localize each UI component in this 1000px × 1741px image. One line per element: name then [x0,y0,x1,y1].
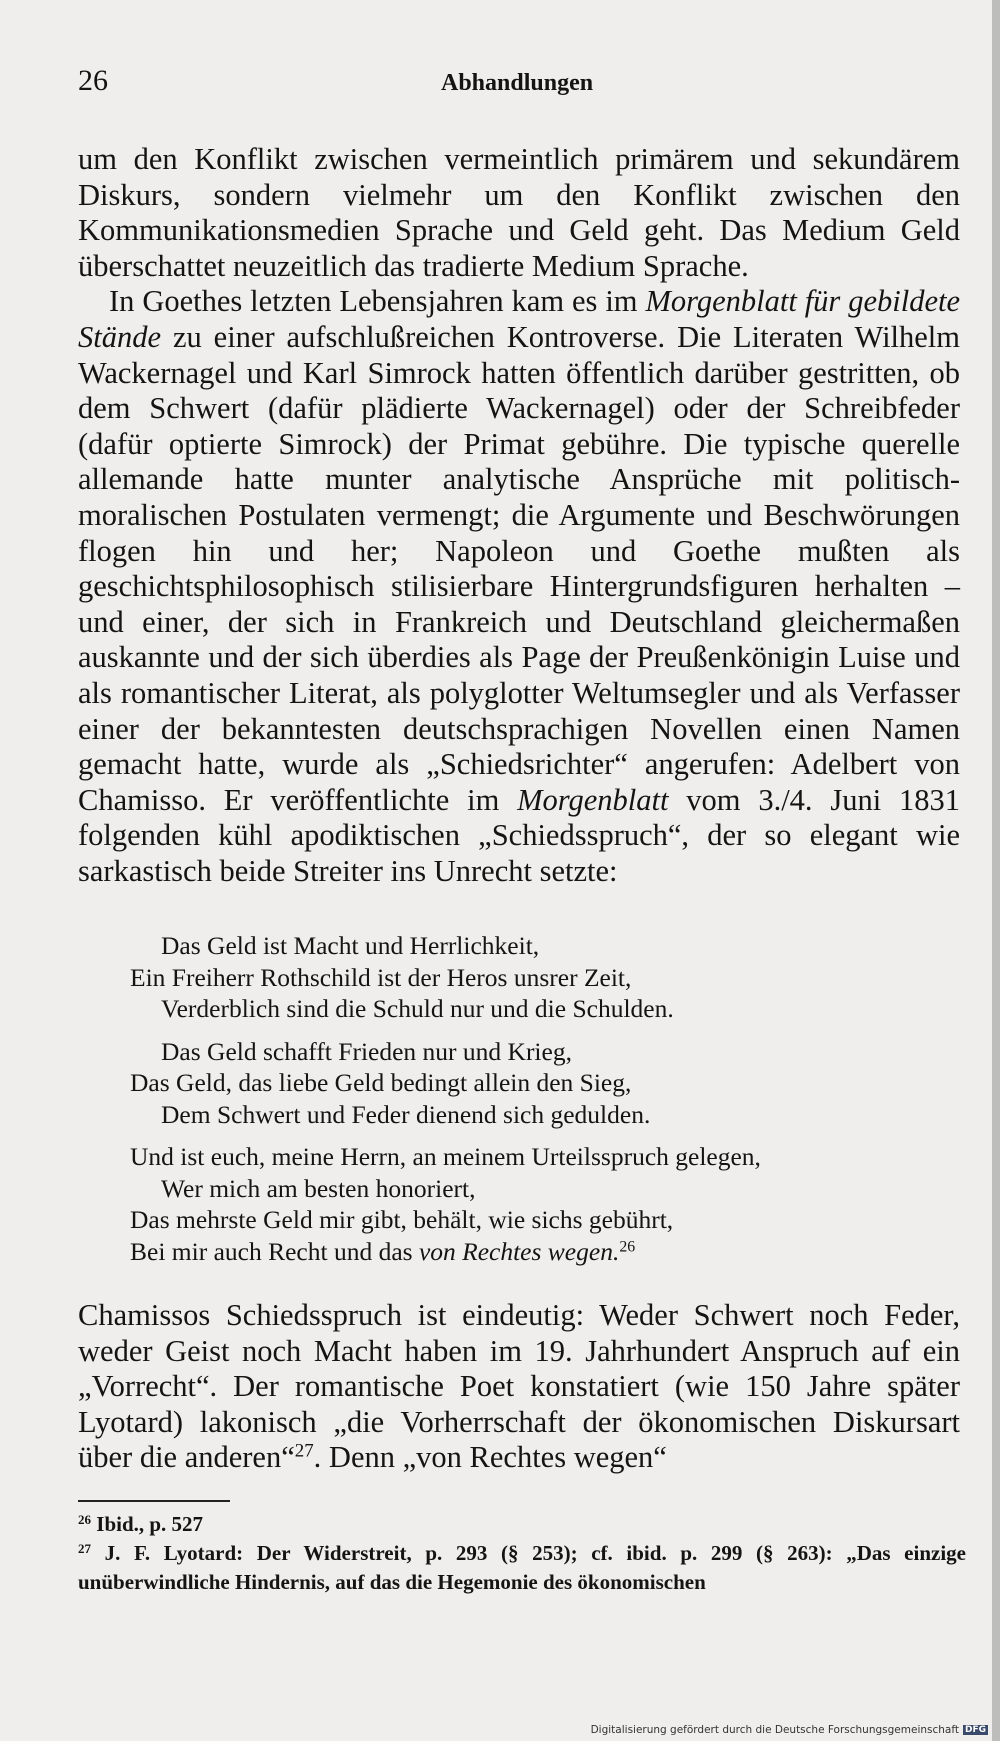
journal-short-italic: Morgenblatt [517,782,669,817]
poem-line: Verderblich sind die Schuld nur und die Schulden. [161,994,674,1023]
paragraph-2 [78,284,960,889]
poem-stanza-3 [130,1141,910,1267]
poem-line-last [130,1236,910,1268]
body-text-lower [78,1298,960,1476]
journal-title-italic: Morgenblatt für gebildete Stände [78,284,960,354]
poem-quotation [130,930,910,1278]
paragraph-2-text-c: vom 3./4. Juni 1831 folgenden kühl apodiktischen „Schiedsspruch“, der so elegant wie sarkastisch beide Streiter ins Unrecht setzte: [78,782,960,888]
paragraph-2-text-b: zu einer aufschlußreichen Kontroverse. Die Literaten Wilhelm Wackernagel und Karl Simrock hatten öffentlich darüber gestritten, ob dem Schwert (dafür plädierte Wackernagel) oder der Schreibfeder (dafür optierte Simrock) der Primat gebühre. Die typische querelle allemande hatte munter analytische Ansprüche mit politisch-moralischen Postulaten vermengt; die Argumente und Beschwörungen flogen hin und her; Napoleon und Goethe mußten als geschichtsphilosophisch stilisierbare Hintergrundsfiguren herhalten – und einer, der sich in Frankreich und Deutschland gleichermaßen auskannte und der sich überdies als Page der Preußenkönigin Luise und als romantischer Literat, als polyglotter Weltumsegler und als Verfasser einer der bekanntesten deutschsprachigen Novellen einen Namen gemacht hatte, wurde als „Schiedsrichter“ angerufen: Adelbert von Chamisso. Er veröffentlichte im [78,319,960,817]
page-number: 26 [78,64,108,97]
digitization-text: Digitalisierung gefördert durch die Deutsche Forschungsgemeinschaft [590,1724,959,1736]
paragraph-2-text-a: In Goethes letzten Lebensjahren kam es im [109,284,646,319]
running-head [78,64,958,114]
digitization-credit [591,1724,988,1736]
body-text-upper [78,142,960,889]
poem-line: Das Geld schafft Frieden nur und Krieg, [161,1036,572,1066]
poem-line: Das mehrste Geld mir gibt, behält, wie sichs gebührt, [130,1205,674,1234]
poem-line: Wer mich am besten honoriert, [161,1173,476,1203]
poem-line: Und ist euch, meine Herrn, an meinem Urteilsspruch gelegen, [130,1142,761,1171]
paragraph-3 [78,1298,960,1476]
dfg-logo-icon: DFG [964,1725,986,1735]
footnote-divider [78,1500,230,1502]
footnote-ref-27: 27 [294,1440,314,1462]
poem-line: Das Geld, das liebe Geld bedingt allein den Sieg, [130,1068,632,1097]
footnote-text: Ibid., p. 527 [91,1512,204,1536]
poem-stanza-2 [130,1036,910,1131]
paragraph-3-text-a: Chamissos Schiedsspruch ist eindeutig: Weder Schwert noch Feder, weder Geist noch Macht haben im 19. Jahrhundert Anspruch auf ein „Vorrecht“. Der romantische Poet konstatiert (wie 150 Jahre später Lyotard) lakonisch „die Vorherrschaft der ökonomischen Diskursart über die anderen“ [78,1298,960,1475]
footnote-27 [78,1539,966,1597]
footnote-26 [78,1510,966,1539]
footnotes [78,1510,966,1597]
poem-italic-phrase: von Rechtes wegen. [418,1236,620,1266]
poem-stanza-1 [130,930,910,1025]
footnote-ref-26: 26 [619,1237,636,1255]
poem-line: Das Geld ist Macht und Herrlichkeit, [161,931,540,960]
paragraph-3-text-b: . Denn „von Rechtes wegen“ [313,1440,667,1475]
poem-line: Ein Freiherr Rothschild ist der Heros unsrer Zeit, [130,962,632,992]
scan-edge [992,0,1000,1741]
poem-line: Dem Schwert und Feder dienend sich gedulden. [161,1099,651,1129]
poem-line-text: Bei mir auch Recht und das [130,1236,419,1266]
paragraph-1: um den Konflikt zwischen vermeintlich primärem und sekundärem Diskurs, sondern vielmehr um den Konflikt zwischen den Kommunikationsmedien Sprache und Geld geht. Das Medium Geld überschattet neuzeitlich das tradierte Medium Sprache. [78,142,960,283]
footnote-text: J. F. Lyotard: Der Widerstreit, p. 293 (§ 253); cf. ibid. p. 299 (§ 263): „Das einzige unüberwindliche Hindernis, auf das die Hegemonie des ökonomischen [78,1541,966,1594]
running-title: Abhandlungen [441,70,594,96]
footnote-number: 26 [78,1511,92,1527]
footnote-number: 27 [78,1540,92,1556]
